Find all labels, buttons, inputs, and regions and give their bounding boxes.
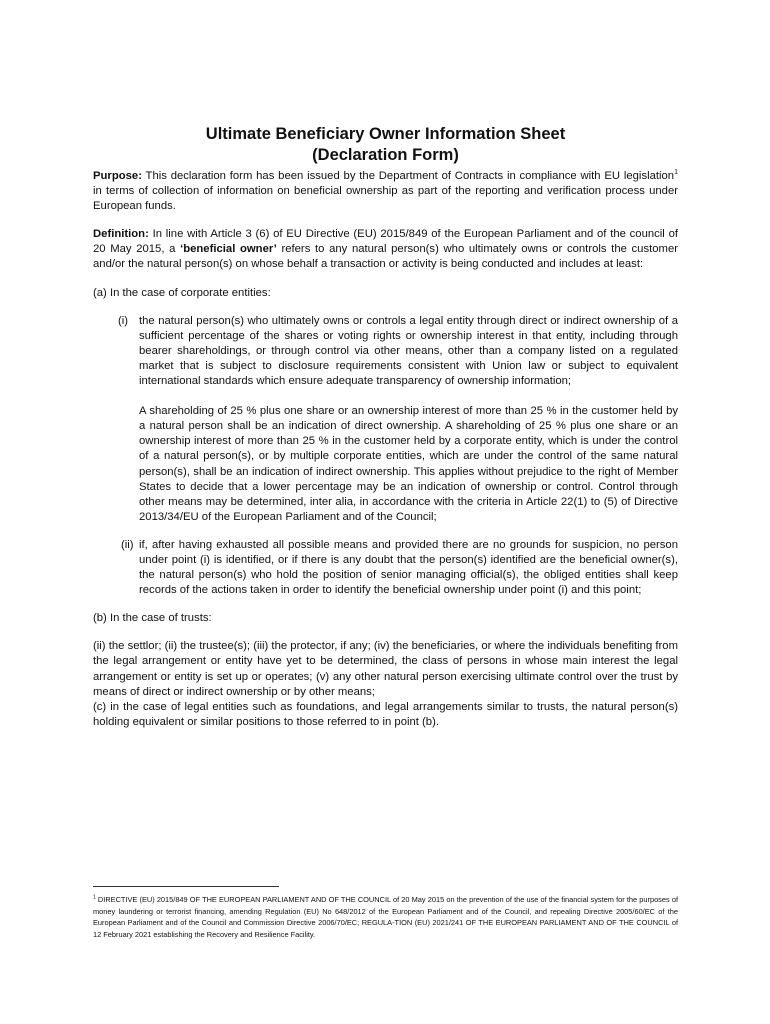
definition-text-2: refers to any natural person(s) who ultimately owns or controls the customer and/or the natural person(s) on whose behalf a transaction or activity is being conducted and includes at least:: [93, 243, 678, 271]
purpose-label: Purpose:: [93, 170, 142, 182]
list-item-ii-number: (ii): [121, 538, 134, 551]
list-item-ii-text: if, after having exhausted all possible means and provided there are no grounds for suspicion, no person under point (i) is identified, or if there is any doubt that the person(s) identified are the beneficial owner(s), the natural person(s) who hold the position of senior managing official(s), the obliged entities shall keep records of the actions taken in order to identify the beneficial ownership under point (i) and this point;: [139, 538, 678, 597]
section-b-heading: (b) In the case of trusts:: [93, 612, 212, 625]
purpose-paragraph: [93, 169, 678, 214]
title-line-1: Ultimate Beneficiary Owner Information Sheet: [205, 125, 566, 143]
title-line-2: (Declaration Form): [312, 146, 459, 164]
purpose-text-1: This declaration form has been issued by the Department of Contracts in compliance with EU legislation: [141, 170, 675, 182]
definition-label: Definition:: [93, 228, 149, 241]
list-item-ii: [93, 538, 678, 598]
definition-text-1: In line with Article 3 (6) of EU Directive (EU) 2015/849 of the European Parliament and of the council of 20 May 2015, a: [93, 228, 678, 256]
footnote: [93, 894, 678, 940]
section-c-text: (c) in the case of legal entities such as foundations, and legal arrangements similar to trusts, the natural person(s) holding equivalent or similar positions to those referred to in point (b).: [93, 700, 678, 728]
definition-term: ‘beneficial owner’: [180, 243, 277, 256]
footnote-number: 1: [93, 894, 96, 901]
list-item-i-text: the natural person(s) who ultimately owns or controls a legal entity through direct or indirect ownership of a sufficient percentage of the shares or voting rights or ownership interest in that entity, including through bearer shareholdings, or through control via other means, other than a company listed on a regulated market that is subject to disclosure requirements consistent with Union law or subject to equivalent international standards which ensure adequate transparency of ownership information;: [139, 314, 678, 388]
purpose-text-2: in terms of collection of information on beneficial ownership as part of the reporting and verification process under European funds.: [93, 185, 678, 213]
section-b-text: (ii) the settlor; (ii) the trustee(s); (iii) the protector, if any; (iv) the beneficiaries, or where the individuals benefiting from the legal arrangement or entity have yet to be determined, the class of persons in whose main interest the legal arrangement or entity is set up or operates; (v) any other natural person exercising ultimate control over the trust by means of direct or indirect ownership or by other means;: [93, 640, 678, 698]
definition-paragraph: [93, 227, 678, 272]
footnote-divider: [93, 886, 279, 887]
section-a-heading: (a) In the case of corporate entities:: [93, 286, 271, 299]
footnote-reference: 1: [674, 169, 678, 177]
footnote-text: DIRECTIVE (EU) 2015/849 OF THE EUROPEAN PARLIAMENT AND OF THE COUNCIL of 20 May 2015 on the prevention of the use of the financial system for the purposes of money laundering or terrorist financing, amending Regulation (EU) No 648/2012 of the European Parliament and of the Council, and repealing Directive 2005/60/EC of the European Parliament and of the Council and Commission Directive 2006/70/EC; REGULA-TION (EU) 2021/241 OF THE EUROPEAN PARLIAMENT AND OF THE COUNCIL of 12 February 2021 establishing the Recovery and Resilience Facility.: [93, 895, 678, 939]
list-item-i-paragraph-2: A shareholding of 25 % plus one share or an ownership interest of more than 25 % in the customer held by a natural person shall be an indication of direct ownership. A shareholding of 25 % plus one share or an ownership interest of more than 25 % in the customer held by a corporate entity, which is under the control of a natural person(s), or by multiple corporate entities, which are under the control of the same natural person(s), shall be an indication of indirect ownership. This applies without prejudice to the right of Member States to decide that a lower percentage may be an indication of ownership or control. Control through other means may be determined, inter alia, in accordance with the criteria in Article 22(1) to (5) of Directive 2013/34/EU of the European Parliament and of the Council;: [139, 405, 678, 523]
document-title: [93, 124, 678, 166]
document-body: [93, 124, 678, 730]
list-item-i: [93, 314, 678, 525]
list-item-i-number: (i): [118, 314, 129, 327]
